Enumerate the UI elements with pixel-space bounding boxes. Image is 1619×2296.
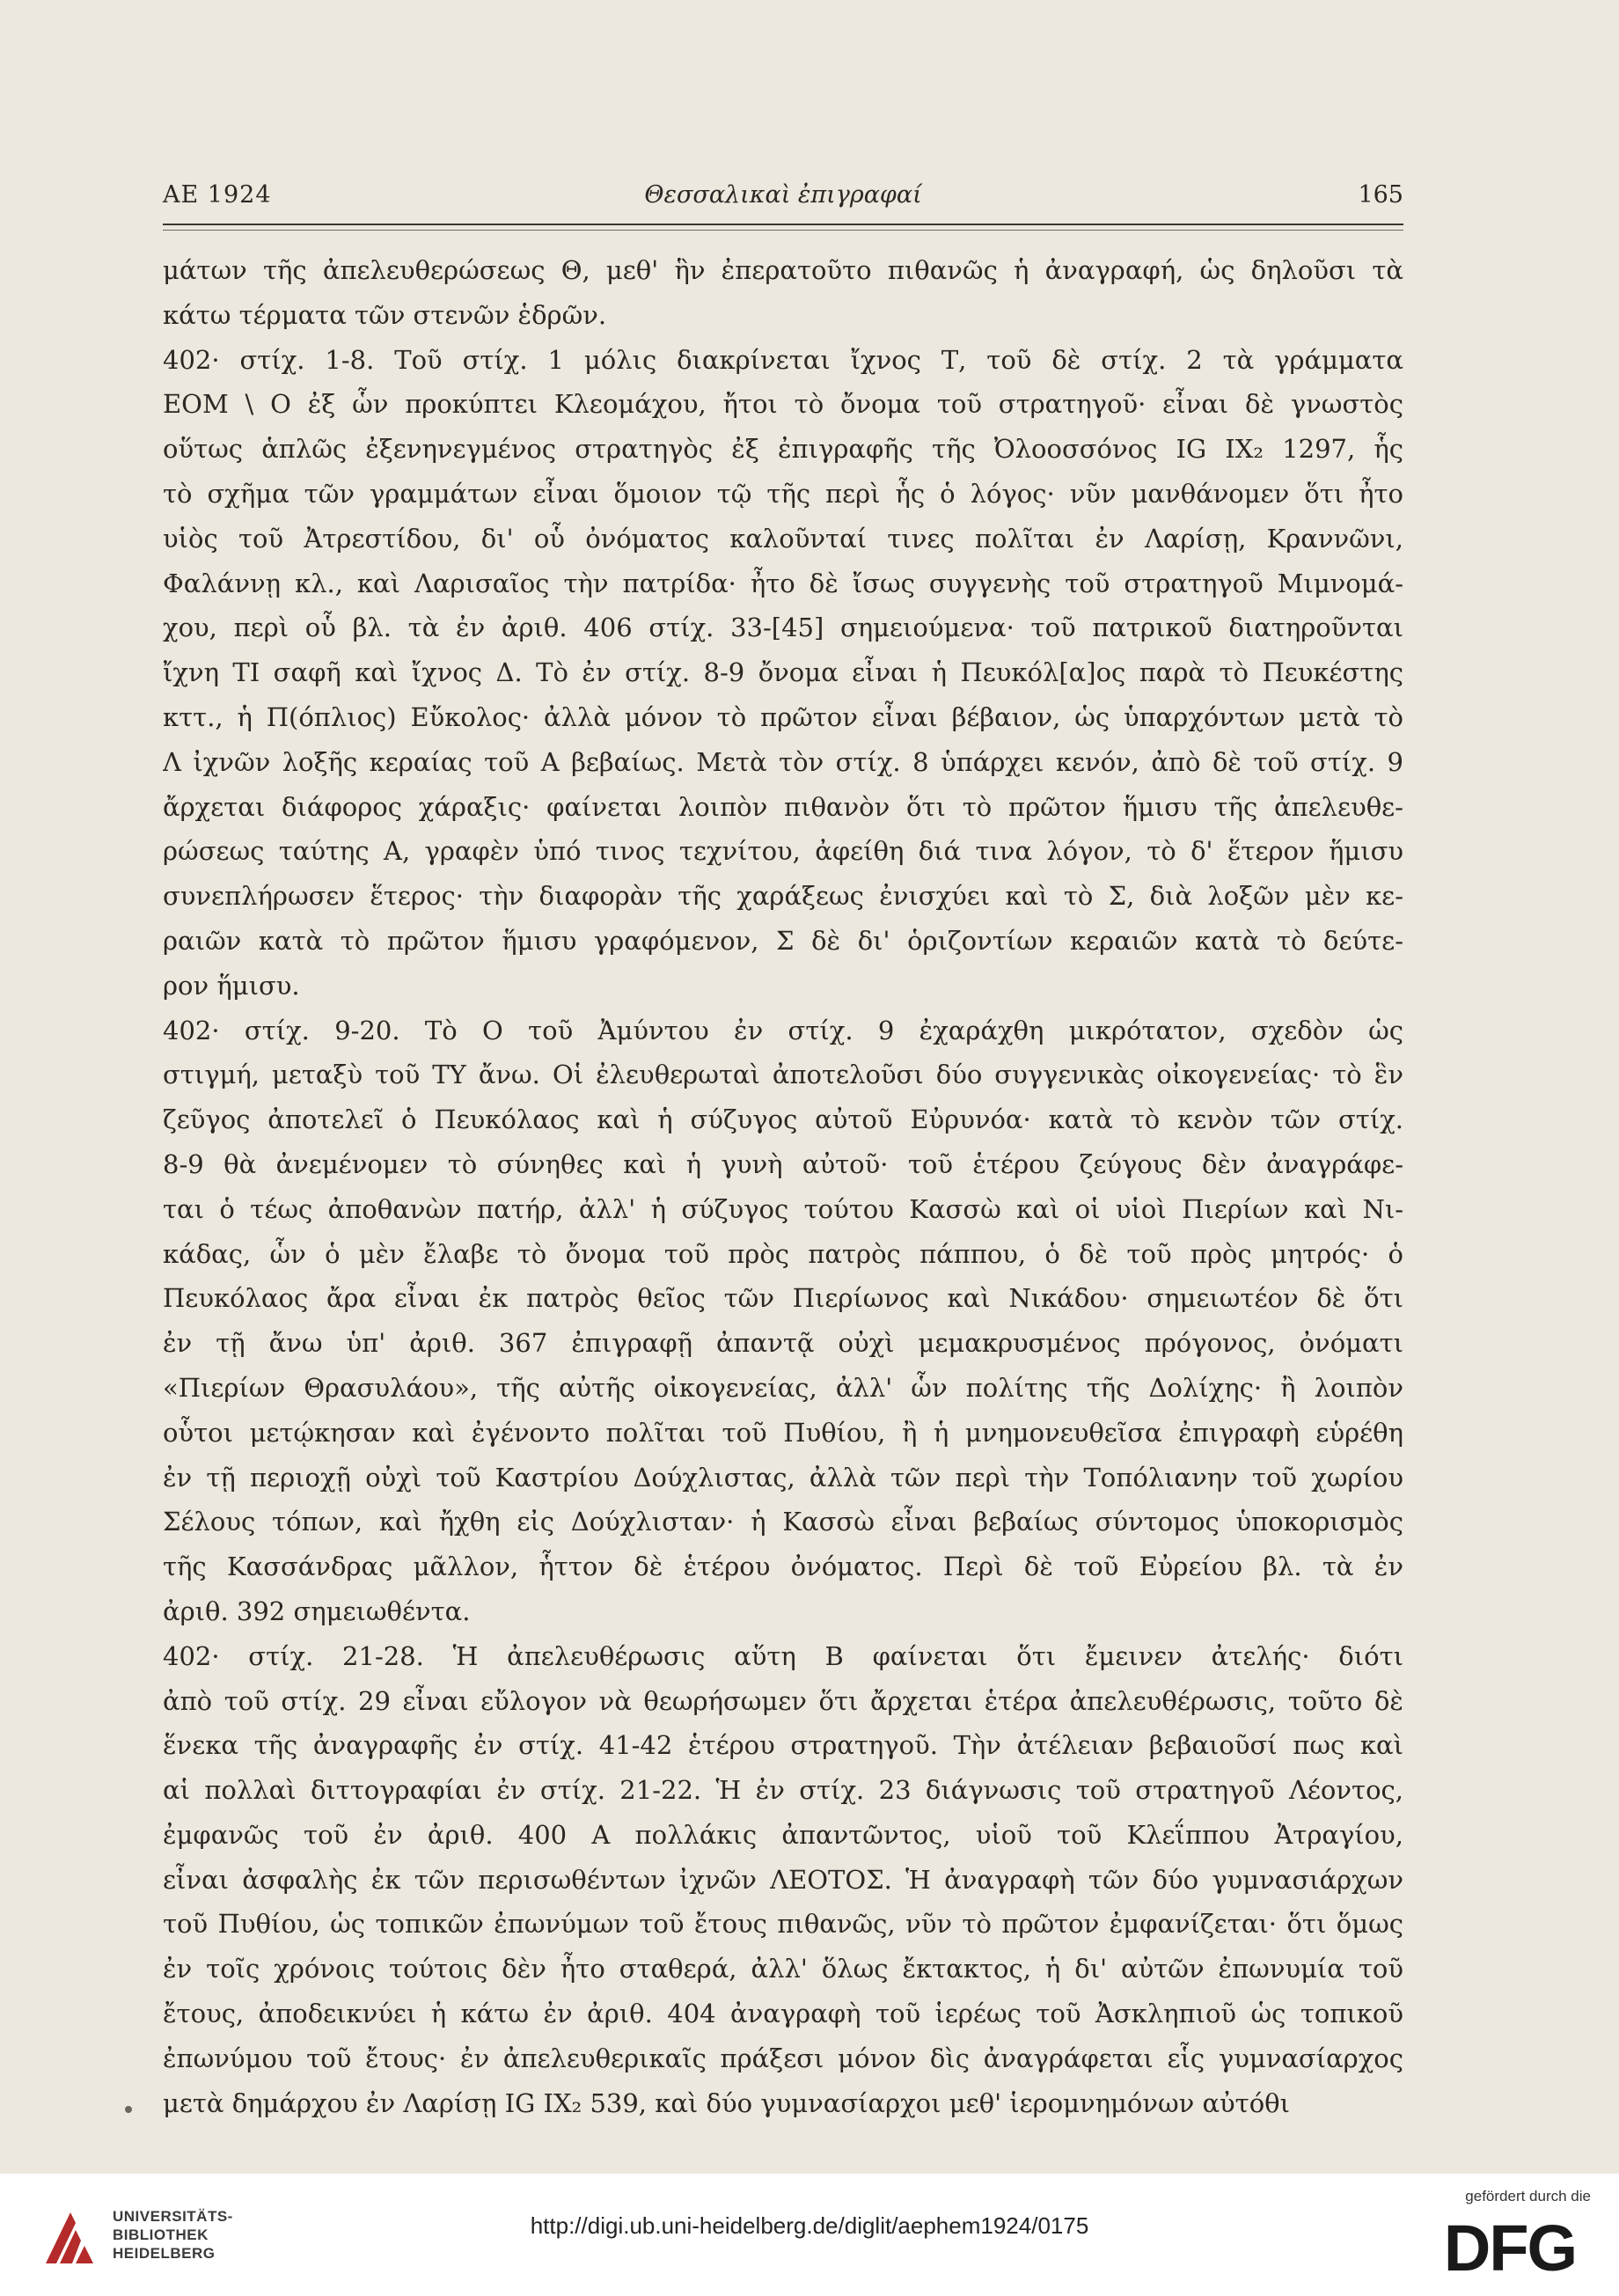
text-line: ἐν τοῖς χρόνοις τούτοις δὲν ἦτο σταθερά, ἀλλ' ὅλως ἔκτακτος, ἡ δι' αὐτῶν ἐπωνυμία τοῦ [163, 1954, 1403, 1984]
text-line: Πευκόλαος ἄρα εἶναι ἐκ πατρὸς θεῖος τῶν Πιερίωνος καὶ Νικάδου· σημειωτέον δὲ ὅτι [163, 1283, 1403, 1314]
text-line: ται ὁ τέως ἀποθανὼν πατήρ, ἀλλ' ἡ σύζυγος τούτου Κασσὼ καὶ οἱ υἱοὶ Πιερίων καὶ Νι- [163, 1193, 1403, 1224]
page-number: 165 [1358, 181, 1403, 209]
text-line: τοῦ Πυθίου, ὡς τοπικῶν ἐπωνύμων τοῦ ἔτους πιθανῶς, νῦν τὸ πρῶτον ἐμφανίζεται· ὅτι ὅμως [163, 1909, 1403, 1940]
text-line: κάτω τέρματα τῶν στενῶν ἑδρῶν. [163, 299, 607, 330]
text-line: μετὰ δημάρχου ἐν Λαρίσῃ IG IX₂ 539, καὶ δύο γυμνασίαρχοι μεθ' ἱερομνημόνων αὐτόθι [163, 2087, 1290, 2118]
text-line: ἐν τῇ ἄνω ὑπ' ἀριθ. 367 ἐπιγραφῇ ἀπαντᾷ οὐχὶ μεμακρυσμένος πρόγονος, ὀνόματι [163, 1328, 1403, 1359]
text-line: στιγμή, μεταξὺ τοῦ ΤΥ ἄνω. Οἱ ἐλευθερωταὶ ἀποτελοῦσι δύο συγγενικὰς οἰκογενείας· τὸ ἓν [163, 1060, 1403, 1090]
text-line: «Πιερίων Θρασυλάου», τῆς αὐτῆς οἰκογενείας, ἀλλ' ὧν πολίτης τῆς Δολίχης· ἢ λοιπὸν [163, 1372, 1403, 1403]
text-line: 402· στίχ. 1-8. Τοῦ στίχ. 1 μόλις διακρίνεται ἴχνος Τ, τοῦ δὲ στίχ. 2 τὰ γράμματα [163, 344, 1403, 375]
text-line: ρώσεως ταύτης Α, γραφὲν ὑπό τινος τεχνίτου, ἀφείθη διά τινα λόγον, τὸ δ' ἕτερον ἥμισυ [163, 836, 1403, 867]
text-line: ἐν τῇ περιοχῇ οὐχὶ τοῦ Καστρίου Δούχλιστας, ἀλλὰ τῶν περὶ τὴν Τοπόλιανην τοῦ χωρίου [163, 1462, 1403, 1493]
text-line: αἱ πολλαὶ διττογραφίαι ἐν στίχ. 21-22. Ἡ ἐν στίχ. 23 διάγνωσις τοῦ στρατηγοῦ Λέοντος, [163, 1775, 1403, 1806]
margin-dot [125, 2106, 132, 2113]
text-line: Λ ἰχνῶν λοξῆς κεραίας τοῦ Α βεβαίως. Μετὰ τὸν στίχ. 8 ὑπάρχει κενόν, ἀπὸ δὲ τοῦ στίχ. 9 [163, 746, 1403, 777]
library-name-line: UNIVERSITÄTS- [113, 2208, 233, 2225]
text-line: ἕνεκα τῆς ἀναγραφῆς ἐν στίχ. 41-42 ἑτέρου στρατηγοῦ. Τὴν ἀτέλειαν βεβαιοῦσί πως καὶ [163, 1730, 1403, 1761]
text-line: συνεπλήρωσεν ἕτερος· τὴν διαφορὰν τῆς χαράξεως ἐνισχύει καὶ τὸ Σ, διὰ λοξῶν μὲν κε- [163, 881, 1403, 912]
funding-caption: gefördert durch die [1465, 2188, 1591, 2204]
text-line: ραιῶν κατὰ τὸ πρῶτον ἥμισυ γραφόμενον, Σ δὲ δι' ὁριζοντίων κεραιῶν κατὰ τὸ δεύτε- [163, 925, 1403, 956]
text-line: ρον ἥμισυ. [163, 970, 300, 1001]
text-line: κάδας, ὧν ὁ μὲν ἔλαβε τὸ ὄνομα τοῦ πρὸς πατρὸς πάππου, ὁ δὲ τοῦ πρὸς μητρός· ὁ [163, 1238, 1403, 1269]
text-line: οὗτοι μετῴκησαν καὶ ἐγένοντο πολῖται τοῦ Πυθίου, ἢ ἡ μνημονευθεῖσα ἐπιγραφὴ εὑρέθη [163, 1417, 1403, 1448]
library-name-line: BIBLIOTHEK [113, 2226, 209, 2243]
library-name-line: HEIDELBERG [113, 2245, 216, 2262]
header-rule-thin [163, 230, 1403, 231]
dfg-logo-icon[interactable] [1429, 2214, 1591, 2279]
text-line: ἀπὸ τοῦ στίχ. 29 εἶναι εὔλογον νὰ θεωρήσωμεν ὅτι ἄρχεται ἑτέρα ἀπελευθέρωσις, τοῦτο δὲ [163, 1685, 1403, 1716]
permalink-url[interactable]: http://digi.ub.uni-heidelberg.de/diglit/aephem1924/0175 [530, 2212, 1089, 2239]
body-text [163, 248, 1403, 2125]
text-line: ΕΟΜ \ Ο ἐξ ὧν προκύπτει Κλεομάχου, ἤτοι τὸ ὄνομα τοῦ στρατηγοῦ· εἶναι δὲ γνωστὸς [163, 389, 1403, 420]
text-line: Φαλάννῃ κλ., καὶ Λαρισαῖος τὴν πατρίδα· ἦτο δὲ ἴσως συγγενὴς τοῦ στρατηγοῦ Μιμνομά- [163, 568, 1403, 598]
text-line: ἴχνη ΤΙ σαφῆ καὶ ἴχνος Δ. Τὸ ἐν στίχ. 8-9 ὄνομα εἶναι ἡ Πευκόλ[α]ος παρὰ τὸ Πευκέστης [163, 657, 1403, 688]
journal-label: ΑΕ 1924 [163, 181, 272, 209]
dfg-logo-text: DFG [1443, 2214, 1577, 2279]
text-line: ἀριθ. 392 σημειωθέντα. [163, 1595, 471, 1626]
text-line: ἔτους, ἀποδεικνύει ἡ κάτω ἐν ἀριθ. 404 ἀναγραφὴ τοῦ ἱερέως τοῦ Ἀσκληπιοῦ ὡς τοπικοῦ [163, 1999, 1403, 2029]
text-line: ἐπωνύμου τοῦ ἔτους· ἐν ἀπελευθερικαῖς πράξεσι μόνον δὶς ἀναγράφεται εἷς γυμνασίαρχος [163, 2043, 1403, 2073]
text-line: υἱὸς τοῦ Ἀτρεστίδου, δι' οὗ ὀνόματος καλοῦνταί τινες πολῖται ἐν Λαρίσῃ, Κραννῶνι, [163, 523, 1403, 554]
text-line: ἐμφανῶς τοῦ ἐν ἀριθ. 400 Α πολλάκις ἀπαντῶντος, υἱοῦ τοῦ Κλεΐππου Ἀτραγίου, [163, 1819, 1403, 1850]
text-line: μάτων τῆς ἀπελευθερώσεως Θ, μεθ' ἣν ἐπερατοῦτο πιθανῶς ἡ ἀναγραφή, ὡς δηλοῦσι τὰ [163, 255, 1403, 285]
text-line: οὕτως ἁπλῶς ἐξενηνεγμένος στρατηγὸς ἐξ ἐπιγραφῆς τῆς Ὀλοοσσόνος IG IX₂ 1297, ἧς [163, 434, 1403, 465]
text-line: ἄρχεται διάφορος χάραξις· φαίνεται λοιπὸν πιθανὸν ὅτι τὸ πρῶτον ἥμισυ τῆς ἀπελευθε- [163, 791, 1403, 822]
header-rule [163, 224, 1403, 225]
page-title: Θεσσαλικαὶ ἐπιγραφαί [644, 181, 922, 209]
text-line: τῆς Κασσάνδρας μᾶλλον, ἧττον δὲ ἑτέρου ὀνόματος. Περὶ δὲ τοῦ Εὐρείου βλ. τὰ ἐν [163, 1551, 1403, 1582]
text-line: 8-9 θὰ ἀνεμένομεν τὸ σύνηθες καὶ ἡ γυνὴ αὐτοῦ· τοῦ ἑτέρου ζεύγους δὲν ἀναγράφε- [163, 1148, 1403, 1179]
text-line: 402· στίχ. 21-28. Ἡ ἀπελευθέρωσις αὕτη Β φαίνεται ὅτι ἔμεινεν ἀτελής· διότι [163, 1640, 1403, 1671]
text-line: εἶναι ἀσφαλὴς ἐκ τῶν περισωθέντων ἰχνῶν ΛΕΟΤΟΣ. Ἡ ἀναγραφὴ τῶν δύο γυμνασιάρχων [163, 1864, 1403, 1895]
text-line: ζεῦγος ἀποτελεῖ ὁ Πευκόλαος καὶ ἡ σύζυγος αὐτοῦ Εὐρυνόα· κατὰ τὸ κενὸν τῶν στίχ. [163, 1104, 1403, 1135]
text-line: 402· στίχ. 9-20. Τὸ Ο τοῦ Ἀμύντου ἐν στίχ. 9 ἐχαράχθη μικρότατον, σχεδὸν ὡς [163, 1015, 1403, 1045]
text-line: τὸ σχῆμα τῶν γραμμάτων εἶναι ὅμοιον τῷ τῆς περὶ ἧς ὁ λόγος· νῦν μανθάνομεν ὅτι ἦτο [163, 478, 1403, 509]
running-header [163, 181, 1403, 216]
text-line: Σέλους τόπων, καὶ ἤχθη εἰς Δούχλισταν· ἡ Κασσὼ εἶναι βεβαίως σύντομος ὑποκορισμὸς [163, 1507, 1403, 1537]
text-line: κττ., ἡ Π(όπλιος) Εὔκολος· ἀλλὰ μόνον τὸ πρῶτον εἶναι βέβαιον, ὡς ὑπαρχόντων μετὰ τὸ [163, 701, 1403, 732]
text-line: χου, περὶ οὗ βλ. τὰ ἐν ἀριθ. 406 στίχ. 33-[45] σημειούμενα· τοῦ πατρικοῦ διατηροῦνται [163, 613, 1403, 643]
